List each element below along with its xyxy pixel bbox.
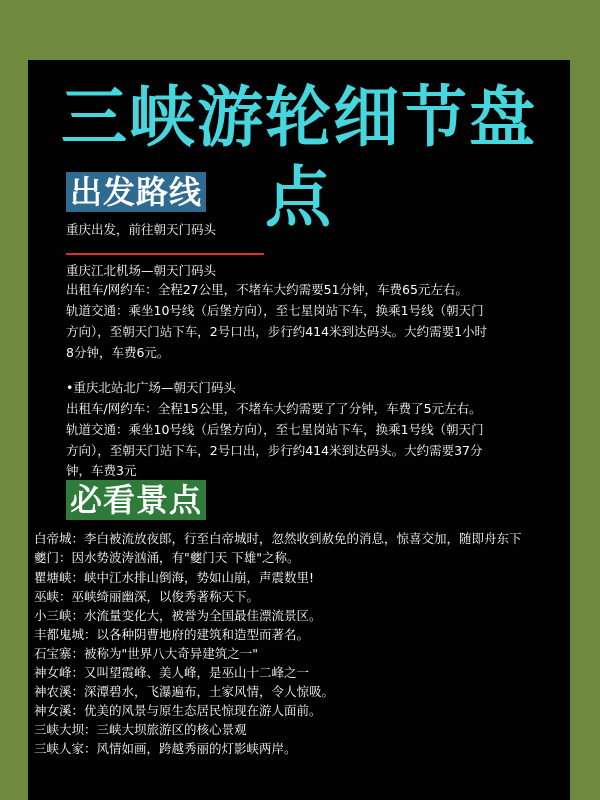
airport-rail-info: 方向），至朝天门站下车，2号口出，步行约414米到达码头。大约需要1小时 [66,324,488,339]
sight-item: 小三峡：水流量变化大，被誉为全国最佳漂流景区。 [34,608,322,623]
airport-rail-info: 轨道交通：乘坐10号线（后堡方向），至七星岗站下车，换乘1号线（朝天门 [66,303,484,318]
north-station-rail-info: 轨道交通：乘坐10号线（后堡方向），至七星岗站下车，换乘1号线（朝天门 [66,422,484,437]
sights-section-heading: 必看景点 [66,480,206,520]
route-section-heading: 出发路线 [66,172,206,212]
sight-item: 三峡人家：风情如画，跨越秀丽的灯影峡两岸。 [34,741,297,756]
divider [66,253,264,255]
sight-item: 夔门：因水势波涛汹涌，有"夔门天 下雄"之称。 [34,550,300,565]
sight-item: 石宝寨：被称为"世界八大奇异建筑之一" [34,646,258,661]
airport-rail-info: 8分钟，车费6元。 [66,345,170,360]
sight-item: 神女溪：优美的风景与原生态居民惊现在游人面前。 [34,703,322,718]
sight-item: 瞿塘峡：峡中江水排山倒海，势如山崩，声震数里! [34,570,315,585]
page-title: 三峡游轮细节盘点 [61,79,537,236]
north-station-route-title: •重庆北站北广场—朝天门码头 [66,380,236,395]
route-subtitle: 重庆出发，前往朝天门码头 [66,222,217,237]
north-station-rail-info: 方向），至朝天门站下车，2号口出，步行约414米到达码头。大约需要37分 [66,443,483,458]
sight-item: 神女峰：又叫望霞峰、美人峰，是巫山十二峰之一 [34,665,310,680]
airport-taxi-info: 出租车/网约车：全程27公里，不堵车大约需要51分钟，车费65元左右。 [66,282,468,297]
north-station-rail-info: 钟，车费3元 [66,463,137,478]
sight-item: 巫峡：巫峡绮丽幽深，以俊秀著称天下。 [34,589,260,604]
airport-route-title: 重庆江北机场—朝天门码头 [66,263,217,278]
sight-item: 丰都鬼城：以各种阴曹地府的建筑和造型而著名。 [34,627,310,642]
poster [28,60,570,800]
north-station-taxi-info: 出租车/网约车：全程15公里，不堵车大约需要了了分钟，车费了5元左右。 [66,401,482,416]
sight-item: 三峡大坝：三峡大坝旅游区的核心景观 [34,722,247,737]
sight-item: 白帝城：李白被流放夜郎，行至白帝城时，忽然收到赦免的消息，惊喜交加，随即舟东下 [34,531,522,546]
sight-item: 神农溪：深潭碧水，飞瀑遍布，土家风情，令人惊吸。 [34,684,335,699]
